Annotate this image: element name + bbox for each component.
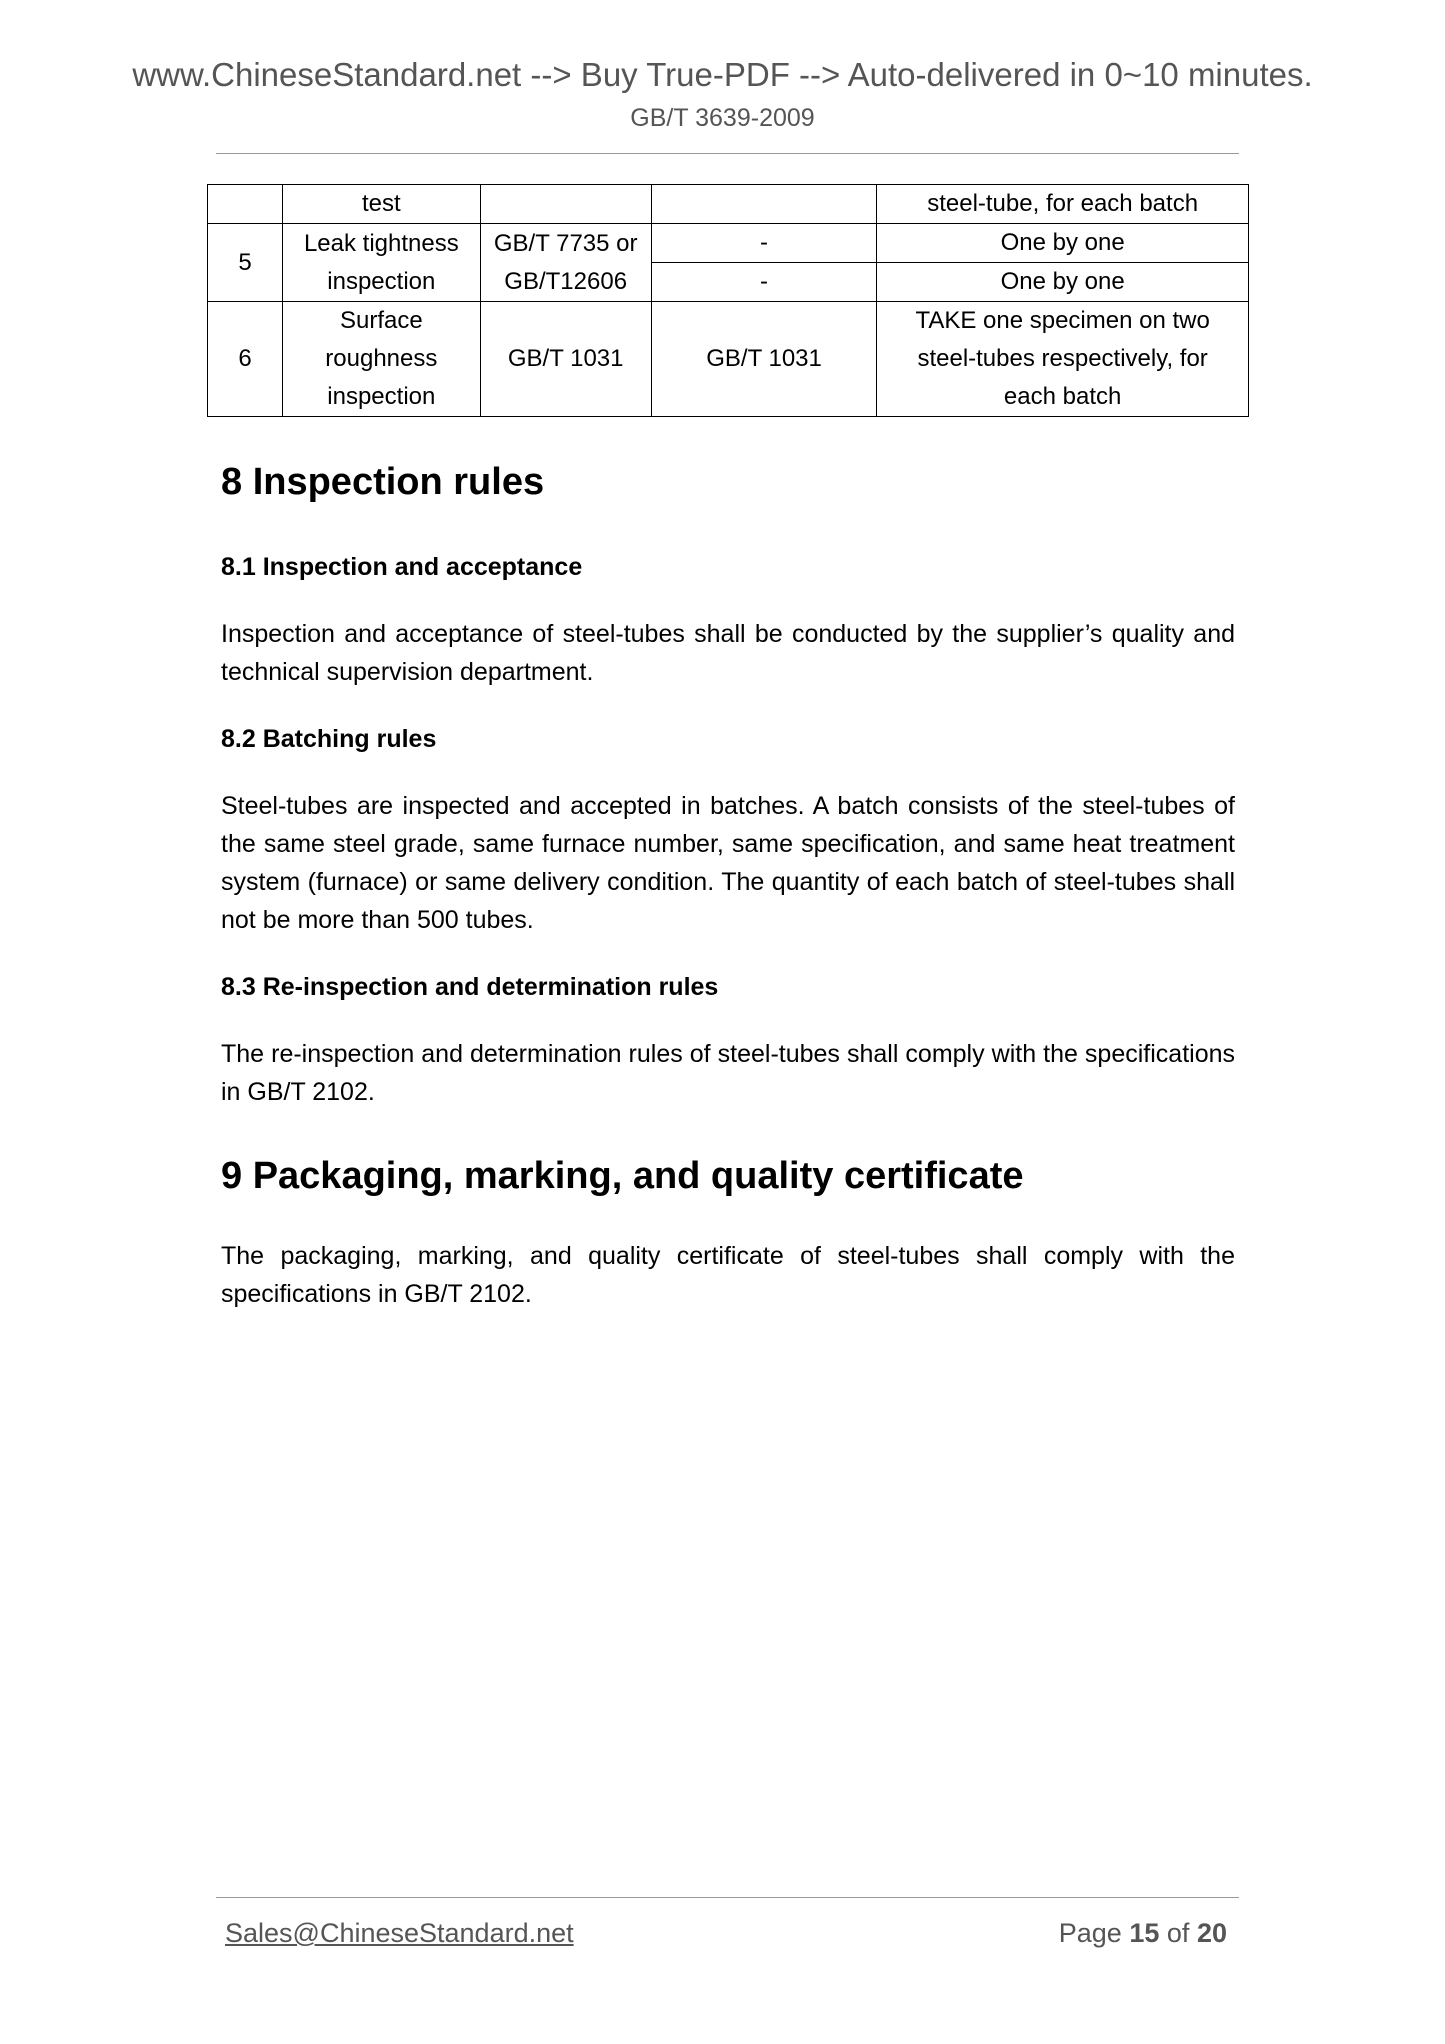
cell-line: Leak tightness [303,229,459,257]
page-current: 15 [1129,1918,1160,1948]
cell-line: TAKE one specimen on two [915,307,1210,334]
table-cell [877,302,1249,417]
document-body [221,455,1235,1313]
table-cell: GB/T 1031 [480,302,651,417]
section-8-3-heading: 8.3 Re-inspection and determination rules [221,973,719,1001]
table-cell: steel-tube, for each batch [877,185,1249,224]
header-banner: www.ChineseStandard.net --> Buy True-PDF --> Auto-delivered in 0~10 minutes. [132,56,1313,93]
table-cell: One by one [877,263,1249,302]
section-9-heading: 9 Packaging, marking, and quality certificate [221,1155,1024,1197]
table-cell [208,185,283,224]
table-cell: 5 [208,224,283,302]
table-cell: One by one [877,224,1249,263]
cell-line: each batch [1003,383,1122,410]
cell-line: GB/T 7735 or [493,229,638,257]
table-row [208,224,1249,263]
table-cell: - [651,263,876,302]
table-row [208,185,1249,224]
table-cell: GB/T 1031 [651,302,876,417]
section-8-3-paragraph: The re-inspection and determination rules of steel-tubes shall comply with the specifications in GB/T 2102. [221,1040,1235,1106]
table-cell [480,185,651,224]
header-divider [216,153,1239,154]
table-cell: test [283,185,480,224]
page-indicator [1059,1918,1227,1949]
cell-line: GB/T12606 [504,267,628,295]
standard-id: GB/T 3639-2009 [630,104,815,132]
section-9-paragraph: The packaging, marking, and quality certificate of steel-tubes shall comply with the specifications in GB/T 2102. [221,1242,1235,1308]
table-row [208,302,1249,417]
cell-line: steel-tubes respectively, for [917,345,1208,372]
cell-line: inspection [327,267,436,295]
table-cell: 6 [208,302,283,417]
section-8-2-paragraph: Steel-tubes are inspected and accepted in batches. A batch consists of the steel-tubes of the same steel grade, same furnace number, same specification, and same heat treatment system (furnace) or same delivery condition. The quantity of each batch of steel-tubes shall not be more than 500 tubes. [221,792,1235,934]
cell-line: Surface [339,307,423,334]
page-label: Page [1058,1918,1122,1948]
page-of: of [1166,1918,1190,1948]
table-cell [283,224,480,302]
section-8-1-paragraph: Inspection and acceptance of steel-tubes shall be conducted by the supplier’s quality and technical supervision department. [221,620,1235,686]
sales-email-link[interactable]: Sales@ChineseStandard.net [225,1918,574,1948]
table-cell [283,302,480,417]
inspection-table [207,184,1249,417]
section-8-heading: 8 Inspection rules [221,461,545,503]
section-8-1-heading: 8.1 Inspection and acceptance [221,553,583,581]
cell-line: inspection [327,383,436,410]
table-cell [651,185,876,224]
table-cell [480,224,651,302]
section-8-2-heading: 8.2 Batching rules [221,725,437,753]
page-total: 20 [1196,1918,1227,1948]
cell-line: roughness [325,345,438,372]
footer-divider [216,1897,1239,1898]
table-cell: - [651,224,876,263]
